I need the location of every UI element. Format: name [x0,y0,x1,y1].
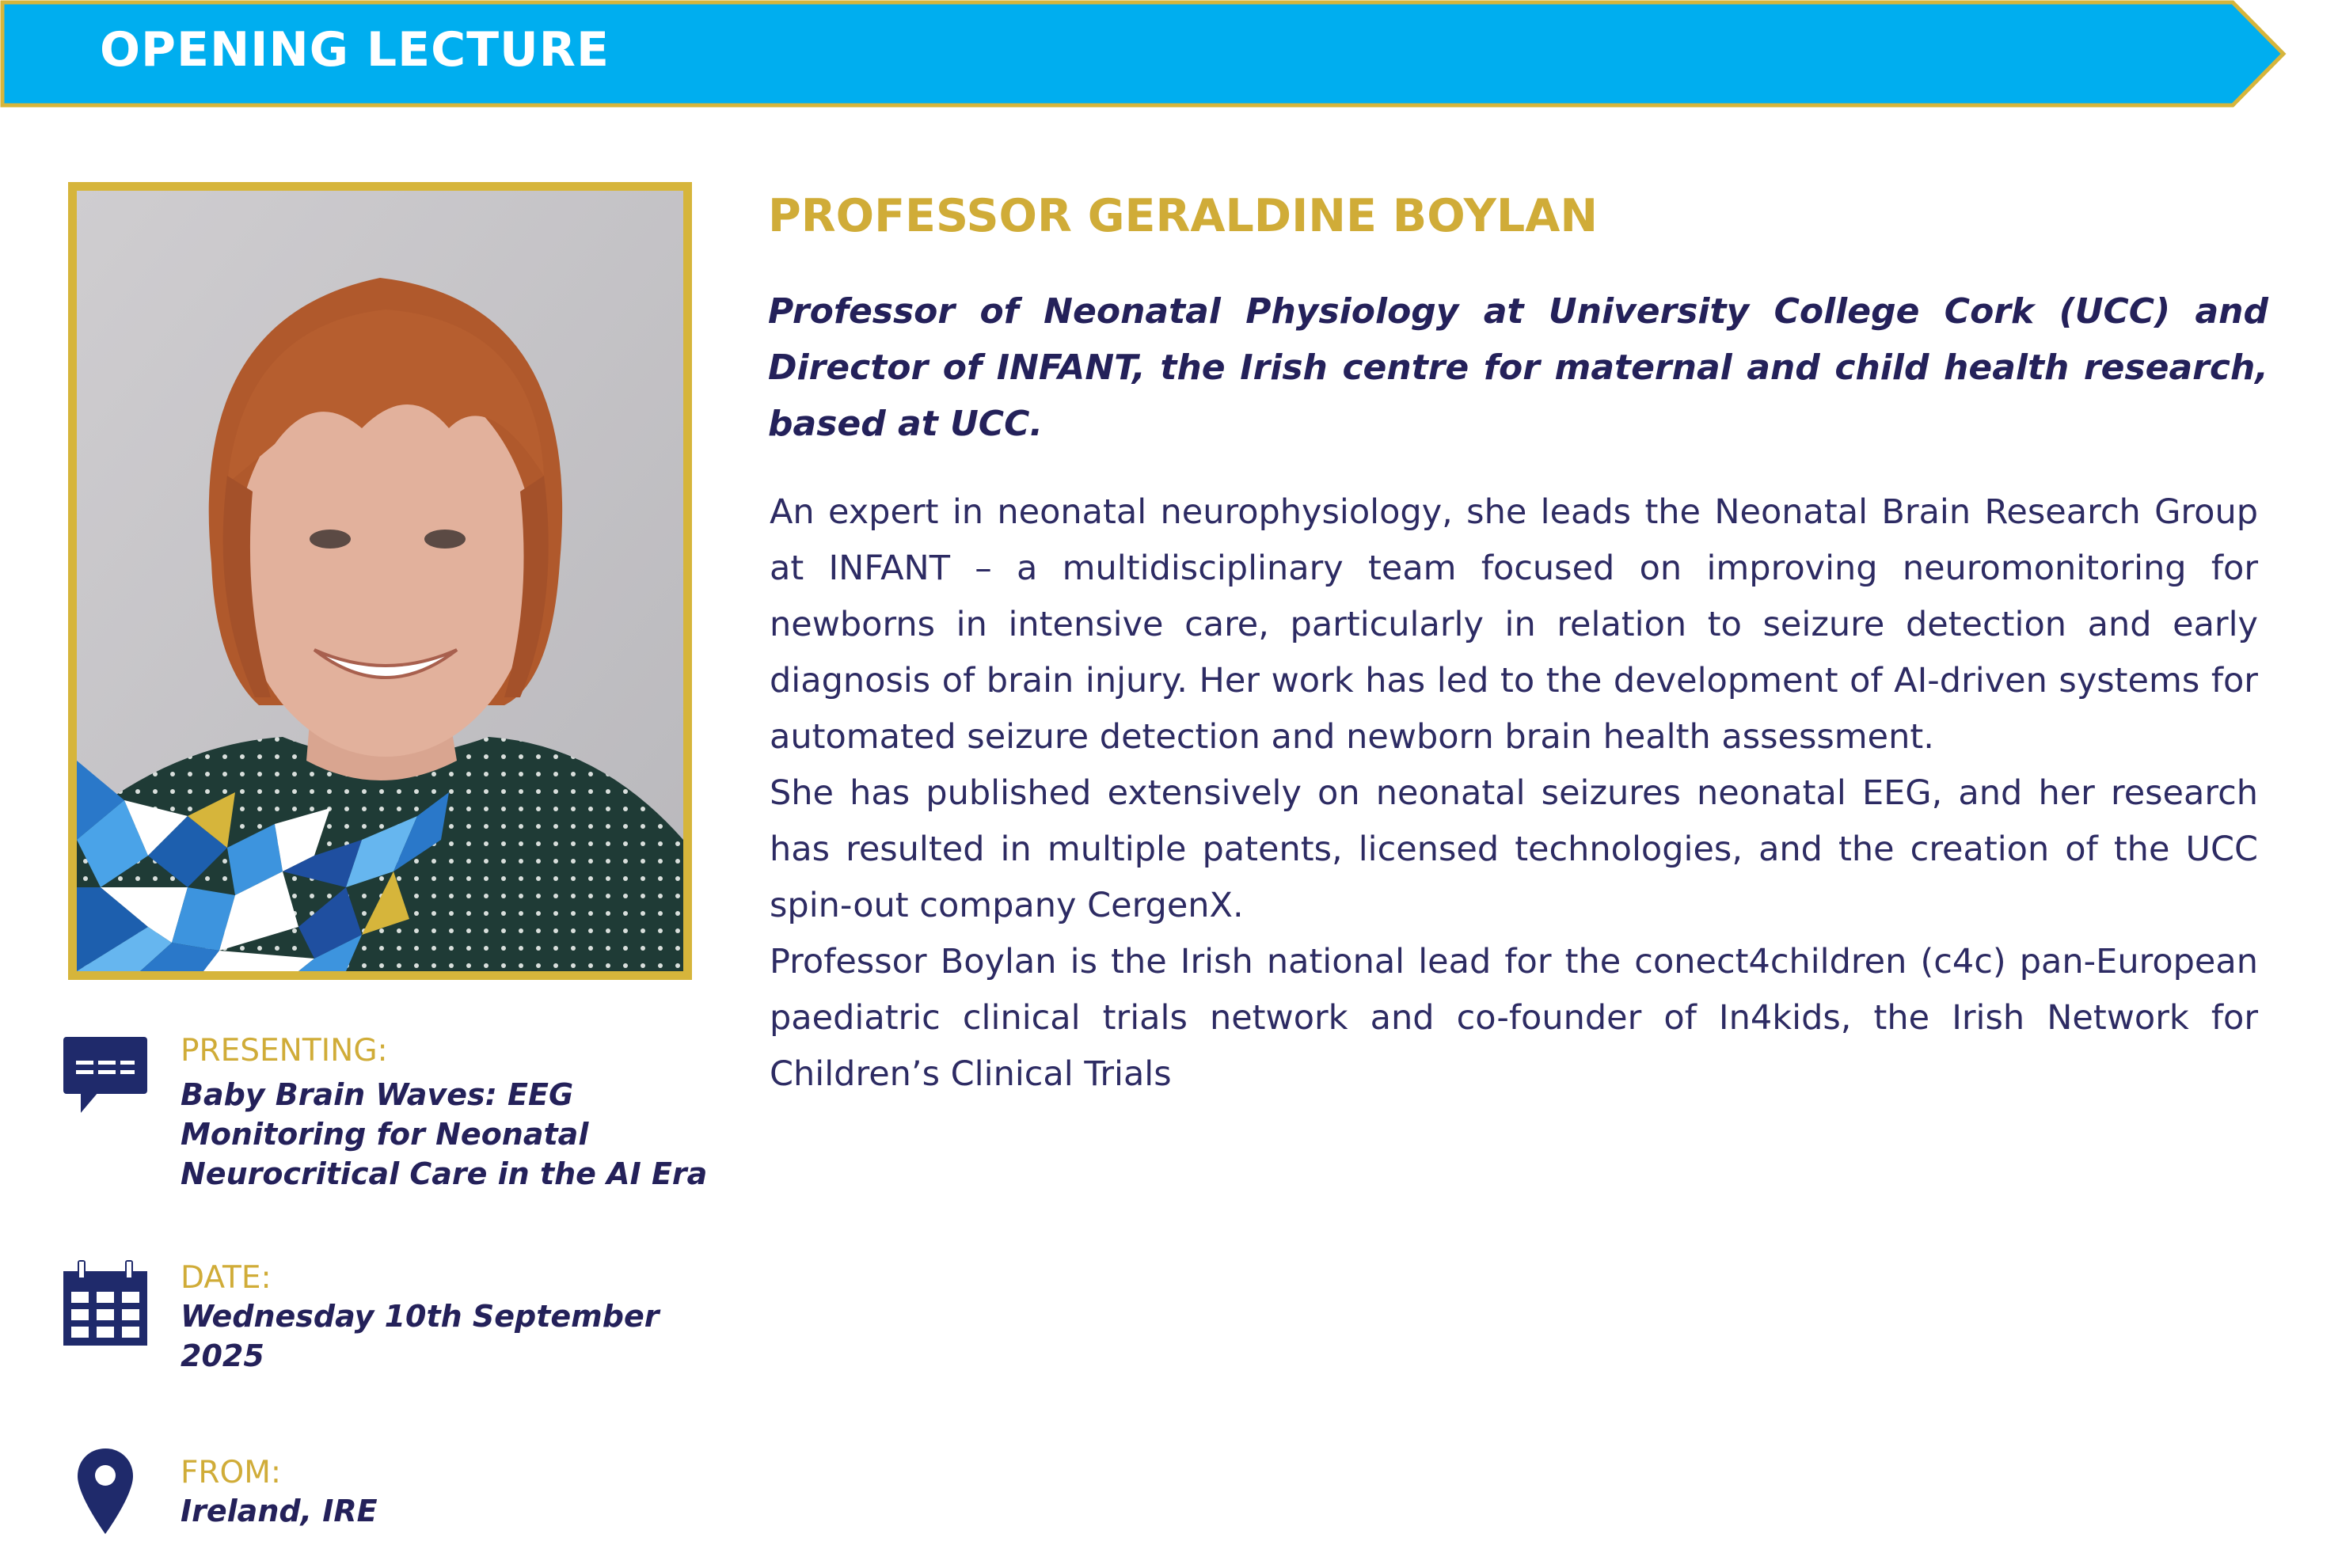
presenting-label: PRESENTING: [181,1033,388,1069]
date-value: Wednesday 10th September 2025 [181,1299,660,1373]
date-label: DATE: [181,1260,272,1296]
speech-bubble-icon [63,1037,147,1120]
bio-paragraph: An expert in neonatal neurophysiology, she leads the Neonatal Brain Research Group at INFANT – a multidisciplinary team focused on improving neuromonitoring for newborns in intensive care, particularly in relation to seizure detection and early diagnosis of brain injury. Her work has led to the development of AI-driven systems for automated seizure detection and newborn brain health assessment. [770,492,2258,757]
from-value: Ireland, IRE [181,1494,378,1528]
speaker-name: PROFESSOR GERALDINE BOYLAN [768,190,1599,242]
section-title: OPENING LECTURE [100,22,610,78]
presenting-title: Baby Brain Waves: EEG Monitoring for Neonatal Neurocritical Care in the AI Era [181,1077,708,1191]
bio-paragraph: She has published extensively on neonatal seizures neonatal EEG, and her research has resulted in multiple patents, licensed technologies, and the creation of the UCC spin-out company CergenX. [770,773,2258,925]
from-label: FROM: [181,1455,282,1490]
speaker-bio [770,484,2258,1103]
speaker-role: Professor of Neonatal Physiology at University College Cork (UCC) and Director of INFANT, the Irish centre for maternal and child health research, based at UCC. [768,291,2268,444]
section-banner [0,0,2288,108]
bio-paragraph: Professor Boylan is the Irish national lead for the conect4children (c4c) pan-European paediatric clinical trials network and co-founder of In4kids, the Irish Network for Children’s Clinical Trials [770,942,2258,1094]
speaker-photo [68,182,692,980]
location-pin-icon [78,1448,133,1538]
calendar-icon [63,1260,147,1350]
